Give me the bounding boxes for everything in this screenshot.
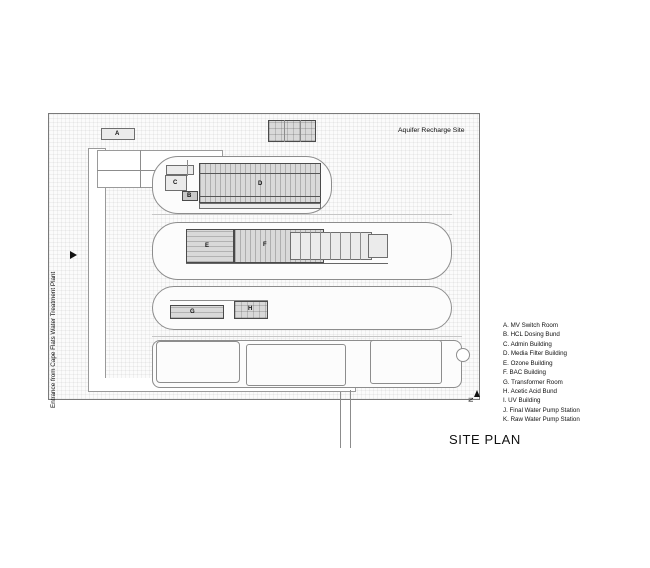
legend-item: K. Raw Water Pump Station — [503, 416, 580, 424]
legend-item: I. UV Building — [503, 397, 541, 405]
building-d-annex — [199, 203, 321, 209]
north-arrow-icon — [474, 390, 480, 397]
legend-item: E. Ozone Building — [503, 359, 553, 367]
pad-j-surround — [246, 344, 346, 386]
bac-east-end — [368, 234, 388, 258]
building-label-g: G — [190, 309, 195, 315]
cell-div-1 — [300, 232, 301, 260]
legend-item: B. HCL Dosing Bund — [503, 331, 560, 339]
building-label-f: F — [263, 242, 267, 248]
legend-item: C. Admin Building — [503, 340, 552, 348]
north-label: N — [468, 397, 475, 402]
building-g-transformer — [170, 305, 224, 319]
building-e-ozone — [186, 229, 234, 263]
pad-i-surround — [156, 341, 240, 383]
k-circle-marker — [456, 348, 470, 362]
building-d-ridge — [199, 173, 321, 174]
cell-div-5 — [340, 232, 341, 260]
cell-div-7 — [360, 232, 361, 260]
cell-div-3 — [320, 232, 321, 260]
building-label-b: B — [187, 193, 192, 199]
road-internal-vertical — [140, 150, 141, 188]
utility-block-divider-1 — [284, 120, 285, 142]
legend-item: A. MV Switch Room — [503, 322, 559, 329]
building-label-d: D — [258, 181, 263, 187]
legend-item: H. Acetic Acid Bund — [503, 387, 557, 395]
legend — [503, 321, 580, 425]
pad-k-surround — [370, 340, 442, 384]
legend-item: D. Media Filter Building — [503, 350, 567, 358]
cell-div-4 — [330, 232, 331, 260]
utility-block-divider-2 — [300, 120, 301, 142]
utility-block-north — [268, 120, 316, 142]
legend-item: G. Transformer Room — [503, 378, 563, 386]
building-label-h: H — [248, 306, 253, 312]
cell-div-2 — [310, 232, 311, 260]
building-label-e: E — [205, 243, 210, 249]
legend-item: F. BAC Building — [503, 369, 546, 377]
building-c-annex — [166, 165, 194, 175]
building-label-c: C — [173, 180, 178, 186]
page-title: SITE PLAN — [449, 432, 521, 447]
cell-div-6 — [350, 232, 351, 260]
road-south-tail — [350, 390, 351, 448]
internal-line-2 — [152, 336, 462, 337]
building-d-ridge-2 — [199, 196, 321, 197]
aquifer-recharge-site-label: Aquifer Recharge Site — [398, 127, 465, 134]
road-south-tail-2 — [340, 392, 341, 448]
building-label-a: A — [115, 131, 120, 137]
entrance-arrow-icon — [70, 251, 77, 259]
entrance-label: Entrance from Cape Flats Water Treatment Plant — [50, 271, 57, 408]
legend-item: J. Final Water Pump Station — [503, 406, 580, 414]
internal-line-1 — [152, 214, 452, 215]
ef-base-line — [186, 263, 388, 264]
c-connector — [187, 160, 188, 176]
